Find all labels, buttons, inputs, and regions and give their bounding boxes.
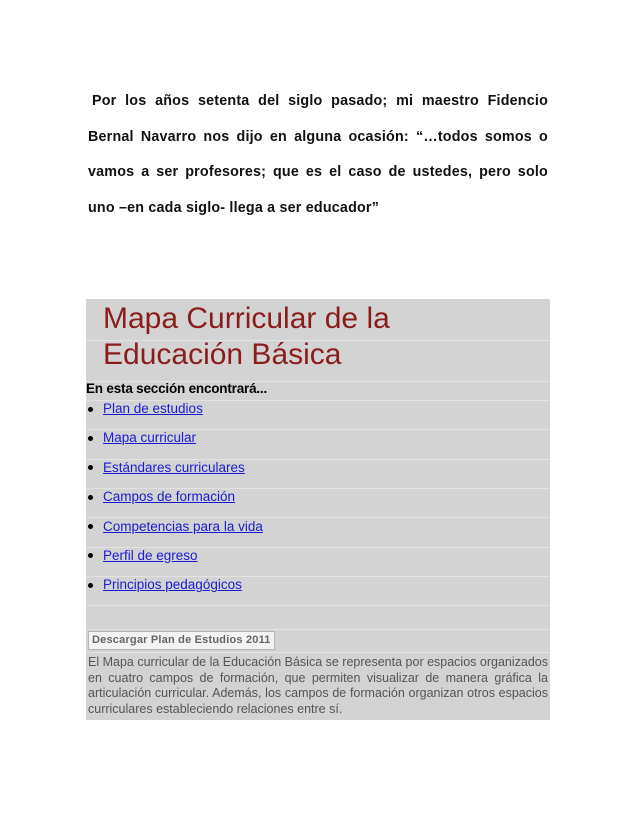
link-item-campos-de-formacion	[86, 488, 263, 517]
panel-title	[103, 301, 390, 373]
curriculum-panel	[86, 299, 550, 720]
link-item-estandares-curriculares	[86, 459, 263, 488]
bullet-icon	[88, 553, 93, 558]
section-link-list	[86, 400, 263, 606]
bullet-icon	[88, 495, 93, 500]
bullet-icon	[88, 407, 93, 412]
link-plan-de-estudios[interactable]: Plan de estudios	[103, 401, 203, 416]
link-item-mapa-curricular	[86, 429, 263, 458]
link-competencias-para-la-vida[interactable]: Competencias para la vida	[103, 518, 263, 534]
link-item-principios-pedagogicos	[86, 576, 263, 605]
bullet-icon	[88, 583, 93, 588]
panel-title-line-1: Mapa Curricular de la	[103, 302, 390, 335]
link-item-competencias-para-la-vida	[86, 518, 263, 547]
link-estandares-curriculares[interactable]: Estándares curriculares	[103, 459, 245, 475]
panel-title-line-2: Educación Básica	[103, 338, 342, 371]
link-item-perfil-de-egreso	[86, 547, 263, 576]
link-campos-de-formacion[interactable]: Campos de formación	[103, 489, 236, 505]
panel-description: El Mapa curricular de la Educación Básica se representa por espacios organizados en cuatro campos de formación, que permiten visualizar de manera gráfica la articulación curricular. Además, los campos de formación organizan otros espacios curriculares estableciendo relaciones entre sí.	[88, 655, 548, 716]
download-plan-button[interactable]: Descargar Plan de Estudios 2011	[88, 631, 275, 650]
bullet-icon	[88, 436, 93, 441]
link-item-plan-de-estudios	[86, 400, 263, 429]
link-perfil-de-egreso[interactable]: Perfil de egreso	[103, 547, 198, 563]
panel-divider	[86, 629, 550, 630]
bullet-icon	[88, 465, 93, 470]
section-label: En esta sección encontrará...	[86, 381, 268, 396]
link-mapa-curricular[interactable]: Mapa curricular	[103, 430, 197, 446]
link-principios-pedagogicos[interactable]: Principios pedagógicos	[103, 577, 242, 593]
opening-quote: Por los años setenta del siglo pasado; mi maestro Fidencio Bernal Navarro nos dijo en alguna ocasión: “…todos somos o vamos a ser profesores; que es el caso de ustedes, pero solo uno –en cada siglo- llega a ser educador”	[88, 93, 548, 216]
panel-divider	[86, 652, 550, 653]
bullet-icon	[88, 524, 93, 529]
